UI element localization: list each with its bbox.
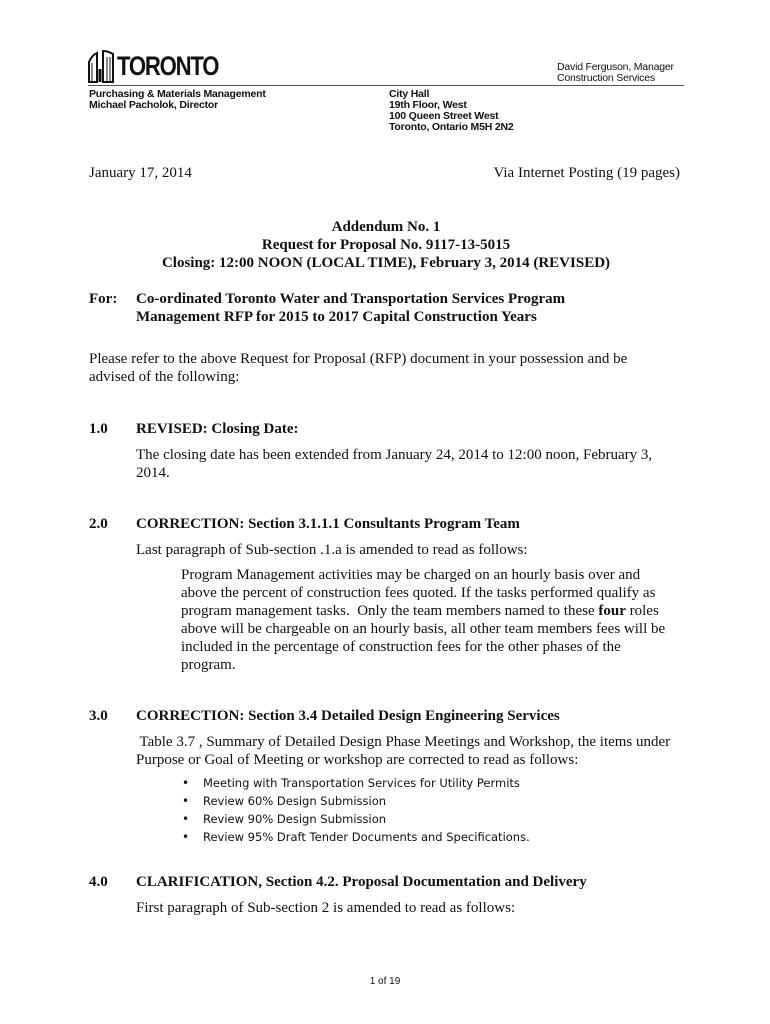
section-4-heading: CLARIFICATION, Section 4.2. Proposal Documentation and Delivery xyxy=(136,874,587,890)
addendum-title: Addendum No. 1 xyxy=(331,219,441,235)
header-manager-name: David Ferguson, Manager xyxy=(557,61,674,73)
list-item xyxy=(181,774,530,792)
letter-date: January 17, 2014 xyxy=(89,165,192,181)
for-label: For: xyxy=(89,291,118,307)
section-2-quote-line-5: included in the percentage of construction fees for the other phases of the xyxy=(181,639,621,655)
header-department: Purchasing & Materials Management xyxy=(89,88,266,100)
header-rule xyxy=(88,85,684,86)
list-item xyxy=(181,792,530,810)
list-item-text: Review 60% Design Submission xyxy=(203,794,387,808)
section-1-number: 1.0 xyxy=(89,421,108,437)
list-item xyxy=(181,810,530,828)
section-2-number: 2.0 xyxy=(89,516,108,532)
address-line-4: Toronto, Ontario M5H 2N2 xyxy=(389,121,514,133)
address-line-1: City Hall xyxy=(389,88,430,100)
for-line-1: Co-ordinated Toronto Water and Transportation Services Program xyxy=(136,291,566,307)
page-number: 1 of 19 xyxy=(369,976,401,987)
bullet-icon: • xyxy=(182,794,190,808)
section-2-quote-line-2: above the percent of construction fees quoted. If the tasks performed qualify as xyxy=(181,585,656,601)
delivery-method: Via Internet Posting (19 pages) xyxy=(493,165,680,181)
city-hall-icon xyxy=(88,49,114,83)
list-item-text: Meeting with Transportation Services for Utility Permits xyxy=(203,776,520,790)
bullet-icon: • xyxy=(182,776,190,790)
section-2-quote-line-1: Program Management activities may be charged on an hourly basis over and xyxy=(181,567,641,583)
list-item-text: Review 95% Draft Tender Documents and Specifications. xyxy=(203,830,530,844)
header-manager-title: Construction Services xyxy=(557,72,655,84)
list-item-text: Review 90% Design Submission xyxy=(203,812,387,826)
section-2-heading: CORRECTION: Section 3.1.1.1 Consultants Program Team xyxy=(136,516,520,532)
closing-line: Closing: 12:00 NOON (LOCAL TIME), February 3, 2014 (REVISED) xyxy=(161,255,611,271)
bullet-icon: • xyxy=(182,830,190,844)
section-3-line-1: Table 3.7 , Summary of Detailed Design Phase Meetings and Workshop, the items under xyxy=(136,734,671,750)
section-2-lead: Last paragraph of Sub-section .1.a is amended to read as follows: xyxy=(136,542,528,558)
section-3-line-2: Purpose or Goal of Meeting or workshop are corrected to read as follows: xyxy=(136,752,579,768)
bullet-icon: • xyxy=(182,812,190,826)
section-1-heading: REVISED: Closing Date: xyxy=(136,421,299,437)
section-4-number: 4.0 xyxy=(89,874,108,890)
section-4-line-1: First paragraph of Sub-section 2 is amended to read as follows: xyxy=(136,900,516,916)
intro-line-1: Please refer to the above Request for Proposal (RFP) document in your possession and be xyxy=(89,351,628,367)
intro-line-2: advised of the following: xyxy=(89,369,240,385)
section-3-number: 3.0 xyxy=(89,708,108,724)
rfp-number: Request for Proposal No. 9117-13-5015 xyxy=(261,237,511,253)
section-2-quote-line-6: program. xyxy=(181,657,236,673)
for-line-2: Management RFP for 2015 to 2017 Capital Construction Years xyxy=(136,309,537,325)
address-line-2: 19th Floor, West xyxy=(389,99,467,111)
quote-line-3-start: program management tasks. Only the team members named to these xyxy=(181,603,599,619)
quote-line-3-end: roles xyxy=(625,603,659,619)
section-1-line-2: 2014. xyxy=(136,465,170,481)
list-item xyxy=(181,828,530,846)
section-2-quote-line-3 xyxy=(181,602,659,621)
section-1-line-1: The closing date has been extended from January 24, 2014 to 12:00 noon, February 3, xyxy=(136,447,653,463)
section-2-quote-line-4: above will be chargeable on an hourly basis, all other team members fees will be xyxy=(181,621,666,637)
logo-wordmark: TORONTO xyxy=(117,51,219,81)
meeting-items-list xyxy=(181,774,530,846)
toronto-logo xyxy=(88,48,218,84)
quote-emphasis-four: four xyxy=(598,603,626,619)
section-3-heading: CORRECTION: Section 3.4 Detailed Design Engineering Services xyxy=(136,708,560,724)
address-line-3: 100 Queen Street West xyxy=(389,110,499,122)
header-director: Michael Pacholok, Director xyxy=(89,99,219,111)
